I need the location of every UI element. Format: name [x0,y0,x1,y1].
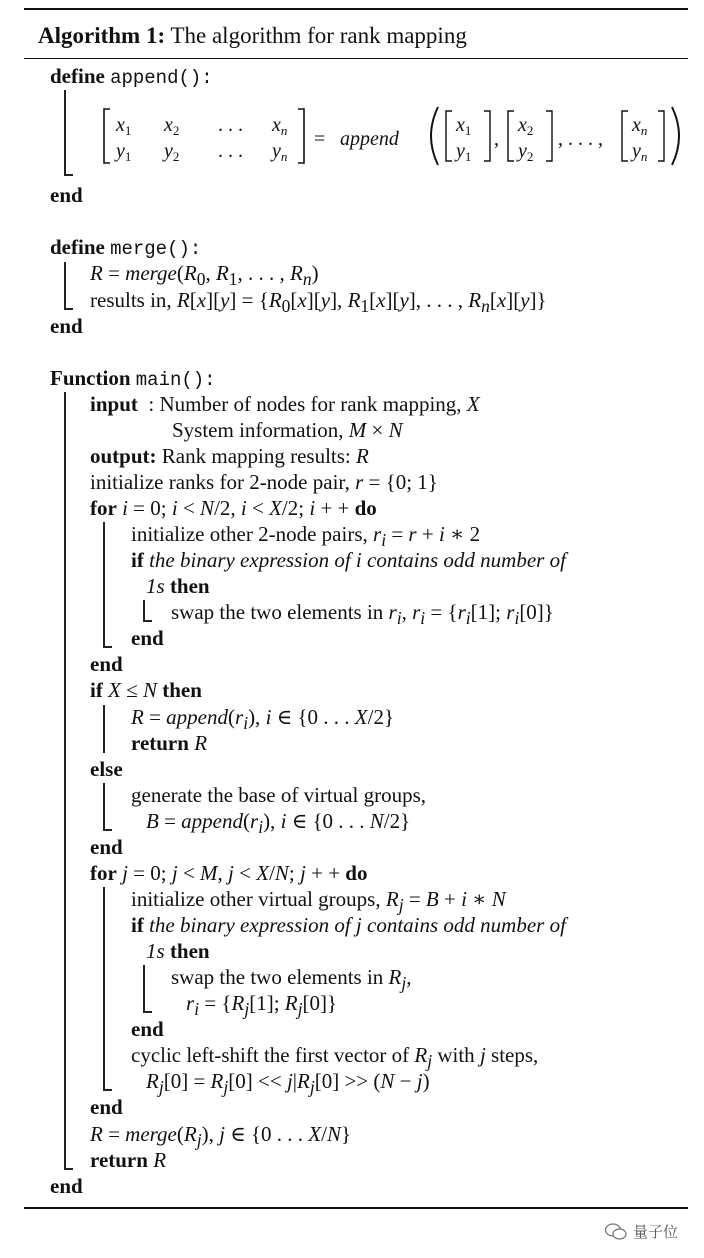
main-block-tick [64,1168,73,1170]
algorithm-line: end [131,626,164,650]
algorithm-line: for i = 0; i < N/2, i < X/2; i + + do [90,496,377,520]
if-j-block-tick [143,1011,152,1013]
algorithm-line: input : Number of nodes for rank mapping, X [90,392,480,416]
title-rule [24,58,688,59]
wechat-icon [605,1223,627,1241]
then-block-bar [103,705,105,753]
append-equation [100,105,695,167]
algorithm-line: if X ≤ N then [90,678,202,702]
algorithm-line: Function main(): [50,366,216,391]
if-i-block-bar [143,600,145,622]
algorithm-line: initialize ranks for 2-node pair, r = {0; 1} [90,470,438,494]
algorithm-line: System information, M × N [172,418,403,442]
svg-text:. . .: . . . [218,114,243,136]
svg-text:. . .: . . . [218,140,243,162]
algorithm-line: return R [90,1148,167,1172]
svg-text:y1: $y_1$ [456,140,472,164]
if-j-block-bar [143,965,145,1013]
svg-text:yn: $y_n$ [272,140,288,164]
svg-text:x2: $x_2$ [164,114,180,138]
append-block-bar [64,90,66,176]
svg-text:yn: $y_n$ [632,140,648,164]
algorithm-line: if the binary expression of i contains odd number of [131,548,566,572]
else-block-bar [103,783,105,831]
algorithm-line: end [50,183,83,207]
svg-text:x2: $x_2$ [518,114,534,138]
svg-text:xn: $x_n$ [272,114,288,138]
algorithm-line: generate the base of virtual groups, [131,783,427,807]
svg-text:y2: $y_2$ [518,140,534,164]
for-i-block-bar [103,522,105,648]
svg-text:x1: $x_1$ [116,114,132,138]
svg-text:x1: $x_1$ [456,114,472,138]
algorithm-line: $R = merge(R_0$, $R_1$, . . . , $R_n$) [90,261,319,290]
merge-block-tick [64,308,73,310]
algorithm-line: $R = merge(R_j)$, j ∈ {0 . . . X/N} [90,1122,352,1151]
algorithm-line: 1s then [146,574,210,598]
algorithm-line: for j = 0; j < M, j < X/N; j + + do [90,861,368,885]
algorithm-line: $B = append(r_i)$, i ∈ {0 . . . N/2} [146,809,411,838]
svg-text:,: , [494,128,499,150]
algorithm-line: define merge(): [50,235,202,260]
for-j-block-tick [103,1089,112,1091]
else-block-tick [103,829,112,831]
algorithm-line: else [90,757,123,781]
algorithm-title-text: The algorithm for rank mapping [165,23,467,48]
watermark-text: 量子位 [632,1223,678,1241]
algorithm-label: Algorithm 1: [38,23,166,48]
for-j-block-bar [103,887,105,1091]
main-block-bar [64,392,66,1170]
algorithm-line: define append(): [50,64,213,89]
algorithm-line: $r_i = \{R_j[1]$; $R_j[0]$} [186,991,338,1020]
algorithm-line: initialize other virtual groups, $R_j = B + i$ ∗ N [131,887,506,916]
algorithm-line: end [50,1174,83,1198]
svg-text:append: append [340,128,399,150]
svg-text:xn: $x_n$ [632,114,648,138]
watermark [605,1221,678,1242]
algorithm-line: return R [131,731,208,755]
algorithm-line: swap the two elements in $R_j$, [171,965,412,994]
algorithm-line: end [131,1017,164,1041]
algorithm-line: if the binary expression of j contains odd number of [131,913,566,937]
algorithm-line: end [50,314,83,338]
bottom-rule [24,1207,688,1209]
algorithm-line: end [90,652,123,676]
algorithm-line: end [90,835,123,859]
svg-text:y2: $y_2$ [164,140,180,164]
top-rule [24,8,688,10]
algorithm-line: swap the two elements in $r_i$, $r_i = \{r_i[1]$; $r_i[0]$} [171,600,554,629]
append-block-tick [64,174,73,176]
algorithm-line: 1s then [146,939,210,963]
svg-text:y1: $y_1$ [116,140,132,164]
algorithm-line: results in, $R[x][y] = \{R_0[x][y]$, $R_1[x][y]$, . . . , $R_n[x][y]$} [90,288,547,317]
algorithm-line: $R_j[0] = R_j[0] << j|R_j[0] >> (N - j)$ [146,1069,430,1098]
for-i-block-tick [103,646,112,648]
algorithm-line: cyclic left-shift the first vector of $R_j$ with j steps, [131,1043,539,1072]
algorithm-line: end [90,1095,123,1119]
merge-block-bar [64,262,66,310]
algorithm-line: $R = append(r_i)$, i ∈ {0 . . . X/2} [131,705,395,734]
svg-text:, . . . ,: , . . . , [558,128,603,150]
algorithm-line: output: Rank mapping results: R [90,444,369,468]
algorithm-line: initialize other 2-node pairs, $r_i = r + i$ ∗ 2 [131,522,481,551]
if-i-block-tick [143,620,152,622]
algorithm-title [38,24,467,48]
svg-text:=: = [314,128,326,150]
